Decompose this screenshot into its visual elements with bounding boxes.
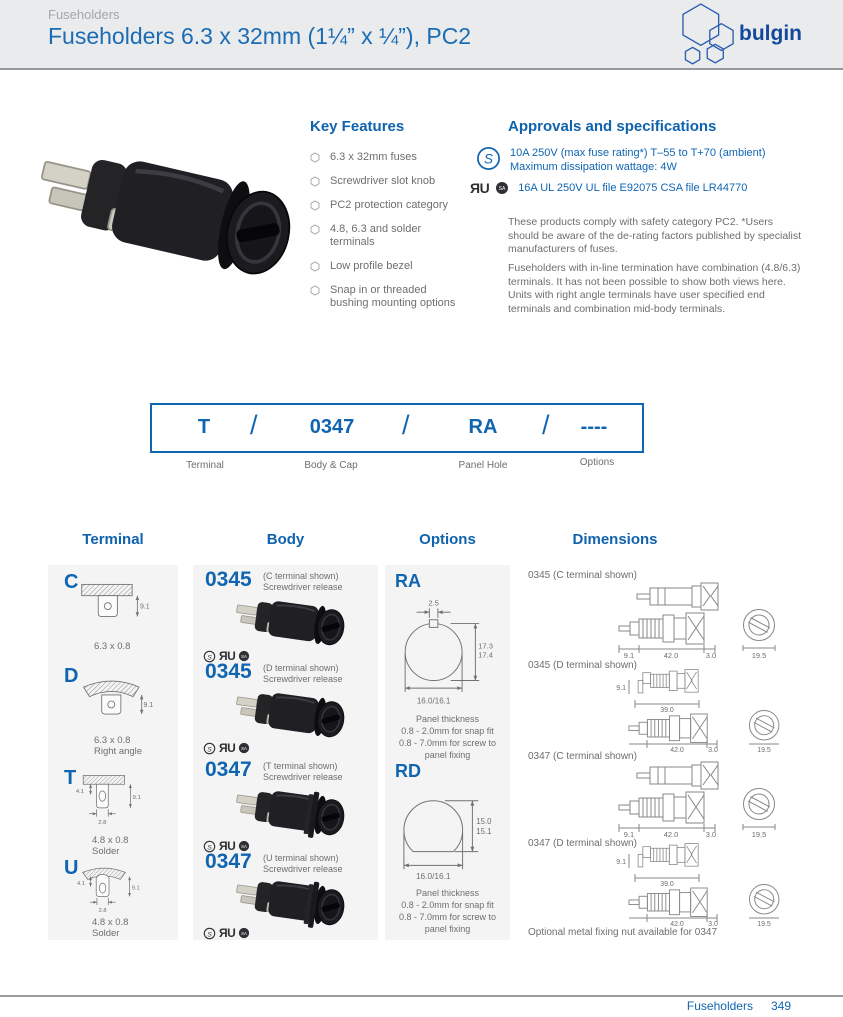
- body-code: 0345: [205, 660, 252, 683]
- terminal-code: C: [64, 571, 79, 593]
- part-segment-label: Body & Cap: [304, 460, 358, 471]
- terminal-caption: Solder: [92, 928, 120, 939]
- panel-note: [385, 713, 510, 761]
- footer-rule: [0, 995, 843, 997]
- feature-item: [310, 175, 482, 188]
- hexagon-bullet-icon: [310, 285, 320, 296]
- svg-text:S: S: [484, 151, 493, 167]
- feature-label: PC2 protection category: [330, 199, 449, 211]
- approval-icons: [203, 741, 250, 755]
- option-code: RD: [395, 761, 421, 781]
- column-heading-body: Body: [266, 531, 305, 548]
- feature-item: [310, 199, 482, 212]
- panel-hole-diagram-ra: [393, 597, 497, 709]
- dim-value: 42.0: [670, 747, 684, 752]
- semko-icon: [476, 146, 501, 171]
- part-segment-terminal: T: [197, 416, 211, 438]
- approvals-paragraph: These products comply with safety category PC2. *Users should be aware of the de-rating factors published by specialist manufacturers of fuses.: [508, 216, 802, 255]
- dim-value: 9.1: [131, 885, 140, 892]
- semko-icon: [203, 927, 216, 940]
- terminal-caption: Solder: [92, 846, 120, 857]
- dim-value: 9.1: [139, 603, 150, 611]
- footer: [687, 999, 791, 1013]
- dim-value: 3.0: [708, 921, 718, 926]
- terminal-diagram-c: [80, 579, 153, 635]
- product-photo: [227, 781, 357, 841]
- dim-value: 9.1: [616, 685, 626, 692]
- dim-value: 42.0: [663, 651, 679, 659]
- svg-text:S: S: [207, 930, 212, 938]
- option-code: RA: [395, 571, 421, 591]
- dimension-drawing: [565, 842, 790, 926]
- approvals-heading: Approvals and specifications: [508, 118, 717, 135]
- dim-value: 39.0: [660, 707, 674, 714]
- brand-name: bulgin: [739, 22, 802, 45]
- dim-value: 9.1: [616, 859, 626, 866]
- panel-hole-diagram-rd: [393, 791, 497, 881]
- svg-text:S: S: [207, 653, 212, 661]
- hero-product-image: [20, 118, 310, 326]
- panel-note-line: 0.8 - 2.0mm for snap fit: [401, 900, 494, 910]
- footer-label: Fuseholders: [686, 999, 753, 1013]
- dim-value: 16.0/16.1: [416, 696, 451, 706]
- terminal-code: T: [64, 767, 77, 789]
- body-note-line: (D terminal shown): [263, 663, 339, 673]
- spec-line: 16A UL 250V UL file E92075 CSA file LR44770: [518, 182, 748, 194]
- hexagon-logo-icon: [676, 2, 738, 68]
- dimension-drawing: [565, 668, 790, 752]
- terminal-caption: 6.3 x 0.8: [94, 735, 131, 746]
- svg-text:S: S: [207, 745, 212, 753]
- panel-note-line: 0.8 - 2.0mm for snap fit: [401, 726, 494, 736]
- page-title: Fuseholders 6.3 x 32mm (1¼” x ¼”), PC2: [48, 23, 472, 49]
- part-segment-panel-hole: RA: [468, 416, 498, 438]
- terminal-diagram-t: [74, 771, 144, 827]
- feature-label: Low profile bezel: [330, 260, 413, 272]
- options-panel: [385, 565, 510, 940]
- column-heading-dimensions: Dimensions: [572, 531, 658, 548]
- semko-icon: [203, 742, 216, 755]
- dim-value: 2.5: [428, 598, 439, 608]
- part-segment-label: Options: [579, 457, 615, 468]
- part-number-box: [150, 403, 644, 453]
- slash-separator: /: [250, 410, 258, 440]
- terminal-panel: [48, 565, 178, 940]
- hexagon-bullet-icon: [310, 200, 320, 211]
- dim-value: 3.0: [705, 651, 717, 659]
- ul-icon: ЯU: [470, 180, 490, 196]
- key-features-heading: Key Features: [310, 118, 405, 135]
- dimensions-item-label: 0347 (C terminal shown): [528, 751, 637, 762]
- panel-note-line: panel fixing: [424, 750, 471, 760]
- dim-value: 42.0: [663, 830, 679, 838]
- body-note: [263, 663, 343, 685]
- body-note-line: Screwdriver release: [263, 582, 343, 592]
- terminal-caption: 6.3 x 0.8: [94, 641, 131, 652]
- dimensions-item-label: 0345 (D terminal shown): [528, 660, 637, 671]
- product-photo: [227, 683, 357, 743]
- body-note: [263, 571, 343, 593]
- key-features-section: [310, 118, 482, 321]
- dim-value: 16.0/16.1: [415, 871, 451, 881]
- feature-item: [310, 223, 482, 249]
- panel-note-line: 0.8 - 7.0mm for screw to: [398, 912, 497, 922]
- slash-separator: /: [542, 410, 550, 440]
- feature-label: 4.8, 6.3 and solder terminals: [330, 223, 422, 248]
- feature-label: Screwdriver slot knob: [330, 175, 436, 187]
- dimensions-item-label: 0345 (C terminal shown): [528, 570, 637, 581]
- body-note-line: Screwdriver release: [263, 864, 343, 874]
- part-segment-label: Panel Hole: [458, 460, 508, 471]
- part-segment-label: Terminal: [186, 460, 224, 471]
- dim-value: 42.0: [670, 921, 684, 926]
- dim-value: 39.0: [660, 881, 674, 888]
- body-note-line: (T terminal shown): [263, 761, 338, 771]
- approvals-paragraph: Fuseholders with in-line termination have combination (4.8/6.3) terminals. It has not been possible to show both views here. Units with right angle terminals have user specified end terminals and combination mid-body terminals.: [508, 262, 801, 315]
- terminal-caption: 4.8 x 0.8: [92, 917, 129, 928]
- hexagon-bullet-icon: [310, 224, 320, 235]
- terminal-diagram-d: [80, 673, 153, 729]
- dim-value: 15.0: [476, 817, 492, 827]
- dim-value: 9.1: [623, 651, 635, 659]
- svg-text:SA: SA: [241, 930, 248, 936]
- dim-value: 3.0: [708, 747, 718, 752]
- hexagon-bullet-icon: [310, 152, 320, 163]
- key-features-list: [310, 151, 482, 310]
- spec-row-ul-csa: [470, 181, 747, 195]
- dim-value: 2.8: [98, 908, 107, 915]
- dim-value: 9.1: [143, 702, 153, 710]
- spec-row-semko: [476, 146, 766, 174]
- dimensions-note: Optional metal fixing nut available for 0347: [528, 927, 718, 938]
- dim-value: 19.5: [751, 830, 767, 838]
- header-band: [0, 0, 843, 70]
- dim-value: 19.5: [757, 747, 771, 752]
- feature-item: [310, 284, 482, 310]
- part-segment-body-cap: 0347: [309, 416, 355, 438]
- dim-value: 3.0: [705, 830, 717, 838]
- feature-label: Snap in or threaded bushing mounting options: [330, 284, 456, 309]
- hexagon-bullet-icon: [310, 261, 320, 272]
- panel-note-line: panel fixing: [424, 924, 471, 934]
- feature-label: 6.3 x 32mm fuses: [330, 151, 417, 163]
- spec-text: [510, 146, 766, 174]
- slash-separator: /: [402, 410, 410, 440]
- dimension-drawing: [575, 581, 790, 659]
- dim-value: 19.5: [757, 921, 771, 926]
- part-segment-options: ----: [580, 416, 608, 438]
- column-heading-terminal: Terminal: [82, 531, 144, 548]
- panel-note-line: 0.8 - 7.0mm for screw to: [398, 738, 497, 748]
- dimensions-item-label: 0347 (D terminal shown): [528, 838, 637, 849]
- body-note-line: Screwdriver release: [263, 674, 343, 684]
- dim-value: 9.1: [623, 830, 635, 838]
- dim-value: 9.1: [132, 795, 141, 801]
- svg-text:SA: SA: [241, 843, 248, 849]
- ul-icon: ЯU: [219, 839, 236, 853]
- body-panel: [193, 565, 378, 940]
- dimension-drawing: [575, 760, 790, 838]
- brand-logo: [676, 2, 802, 68]
- ul-icon: ЯU: [219, 741, 236, 755]
- body-code: 0347: [205, 758, 252, 781]
- svg-text:S: S: [207, 843, 212, 851]
- product-photo: [227, 591, 357, 651]
- terminal-diagram-u: [74, 861, 144, 915]
- body-note-line: (U terminal shown): [263, 853, 339, 863]
- panel-note: [385, 887, 510, 935]
- dim-value: 17.3: [478, 641, 493, 651]
- product-photo: [227, 871, 357, 931]
- spec-line: 10A 250V (max fuse rating*) T–55 to T+70 (ambient): [510, 147, 766, 159]
- dim-value: 4.1: [77, 881, 85, 888]
- body-note: [263, 761, 343, 783]
- dim-value: 15.1: [476, 827, 492, 837]
- dim-value: 19.5: [751, 651, 767, 659]
- body-code: 0347: [205, 850, 252, 873]
- terminal-code: D: [64, 665, 79, 687]
- svg-text:SA: SA: [241, 653, 248, 659]
- breadcrumb: Fuseholders: [48, 7, 120, 22]
- body-note-line: Screwdriver release: [263, 772, 343, 782]
- csa-icon: [238, 742, 250, 754]
- feature-item: [310, 151, 482, 164]
- approval-icons: [203, 926, 250, 940]
- terminal-code: U: [64, 857, 79, 879]
- body-code: 0345: [205, 568, 252, 591]
- panel-note-line: Panel thickness: [415, 714, 480, 724]
- footer-page-number: 349: [770, 999, 791, 1013]
- ul-icon: ЯU: [219, 926, 236, 940]
- terminal-caption: 4.8 x 0.8: [92, 835, 129, 846]
- svg-text:SA: SA: [241, 745, 248, 751]
- hexagon-bullet-icon: [310, 176, 320, 187]
- dim-value: 4.1: [75, 789, 85, 796]
- dim-value: 17.4: [478, 650, 493, 660]
- dim-value: 2.8: [98, 820, 107, 827]
- panel-note-line: Panel thickness: [415, 888, 480, 898]
- spec-line: Maximum dissipation wattage: 4W: [510, 161, 677, 173]
- approvals-section: [472, 118, 812, 135]
- csa-icon: [495, 181, 509, 195]
- csa-icon: [238, 927, 250, 939]
- svg-text:SA: SA: [498, 186, 506, 193]
- column-heading-options: Options: [419, 531, 476, 548]
- body-note-line: (C terminal shown): [263, 571, 339, 581]
- ul-icon: ЯU: [219, 649, 236, 663]
- feature-item: [310, 260, 482, 273]
- terminal-caption: Right angle: [94, 746, 143, 757]
